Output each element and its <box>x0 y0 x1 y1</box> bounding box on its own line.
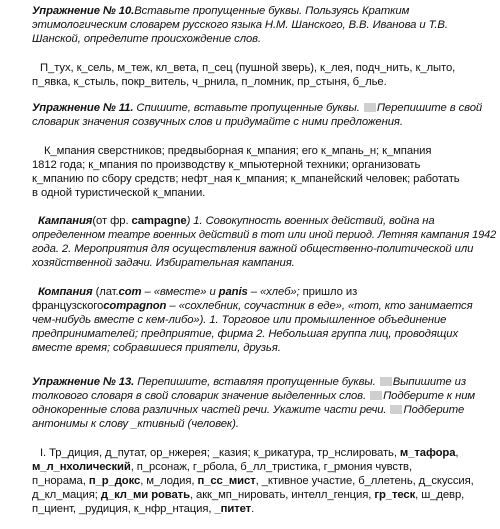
definition-kompaniya-line-5: вместе время; собравшиеся приятели, друзья. <box>32 342 281 354</box>
exercise-13-words-5: п_циент, _рудиция, к_нфр_нтация, _питет. <box>32 503 255 515</box>
exercise-13-words-4: д_кл_мация; д_кл_ми ровать, акк_мп_нировать, интелл_генция, гр_теск, ш_девр, <box>32 489 465 501</box>
exercise-11-intro-2: словарик значения созвучных слов и придумайте с ними предложения. <box>32 116 403 128</box>
exercise-11-title: Упражнение № 11. <box>32 102 134 114</box>
definition-kampaniya-term: Кампания <box>38 215 93 227</box>
exercise-13-line-1: Упражнение № 13. Перепишите, вставляя пропущенные буквы. Выпишите из <box>32 376 466 388</box>
exercise-11-text-4: в одной туристической к_мпании. <box>32 187 206 199</box>
definition-kampaniya-line-4: хозяйственной задачи. Избирательная кампания. <box>32 257 295 269</box>
exercise-11-text-3: к_мпанию по сбору средств; нефт_ная к_мпания; к_мпанейский человек; работать <box>32 173 460 185</box>
definition-kompaniya-line-2: французскогоcompagnon – «сохлебник, соучастник в еде», «тот, кто занимается <box>32 300 473 312</box>
exercise-10-words-1: П_тух, к_сель, м_теж, кл_вета, п_сец (пушной зверь), к_лея, подч_нить, к_лыто, <box>40 62 456 74</box>
definition-kampaniya-line-3: года. 2. Мероприятия для осуществления важной общественно-политической или <box>32 243 474 255</box>
definition-kompaniya-term: Компания <box>38 286 93 298</box>
exercise-10-words-2: п_явка, к_стыль, покр_витель, ч_рнила, п_ломник, пр_стыня, б_лье. <box>32 76 387 88</box>
exercise-11-text-1: К_мпания сверстников; предвыборная к_мпания; его к_мпань_н; к_мпания <box>44 145 432 157</box>
exercise-13-line-4: антонимы к слову _ктивный (человек). <box>32 418 239 430</box>
exercise-10-intro-2: этимологическим словарем русского языка Н.М. Шанского, В.В. Иванова и Т.В. <box>32 19 448 31</box>
exercise-11-text-2: 1812 года; к_мпания по производству к_мпьютерной техники; организовать <box>32 159 421 171</box>
missing-glyph-icon <box>364 103 376 112</box>
missing-glyph-icon <box>370 391 382 400</box>
exercise-10-intro-1: Вставьте пропущенные буквы. Пользуясь Кратким <box>134 5 410 17</box>
exercise-13-words-2: м_л_нхолический, п_рсонаж, г_рбола, б_лл_тристика, г_рмония чувств, <box>32 461 412 473</box>
definition-kampaniya-line-1: Кампания(от фр. campagne) 1. Совокупность военных действий, война на <box>38 215 435 227</box>
exercise-13-words-3: п_норама, п_р_докс, м_лодия, п_сс_мист, _ктивное участие, б_ллетень, д_скуссия, <box>32 475 474 487</box>
exercise-11-intro-1b: Перепишите в свой <box>376 102 483 114</box>
definition-kampaniya-line-2: определенном театре военных действий в тот или иной период. Летняя кампания 1942 <box>32 229 497 241</box>
definition-kompaniya-line-4: предпринимателей; предприятие, фирма 2. Небольшая группа лиц, проводящих <box>32 328 458 340</box>
exercise-10-intro-3: Шанской, определите происхождение слов. <box>32 33 261 45</box>
definition-kampaniya-origin: campagne <box>131 215 187 227</box>
missing-glyph-icon <box>390 405 402 414</box>
exercise-13-title: Упражнение № 13. <box>32 376 135 388</box>
exercise-13-line-2: толкового словаря в свой словарик значение выделенных слов. Подберите к ним <box>32 390 476 402</box>
missing-glyph-icon <box>380 377 392 386</box>
exercise-11-instructions <box>32 101 482 115</box>
exercise-11-intro-1: Спишите, вставьте пропущенные буквы. <box>136 102 360 114</box>
exercise-10-instructions <box>32 4 409 18</box>
definition-kompaniya-line-1: Компания (лат.com – «вместе» и panis – «хлеб»; пришло из <box>38 286 358 298</box>
exercise-13-line-3: однокоренные слова различных частей речи. Укажите части речи. Подберите <box>32 404 465 416</box>
exercise-13-words-1: I. Тр_диция, д_путат, ор_нжерея; _казия; к_рикатура, тр_нслировать, м_тафора, <box>40 447 459 459</box>
definition-kompaniya-line-3: чем-нибудь вместе с кем-либо»). 1. Торговое или промышленное объединение <box>32 314 447 326</box>
exercise-10-title: Упражнение № 10. <box>32 5 135 17</box>
